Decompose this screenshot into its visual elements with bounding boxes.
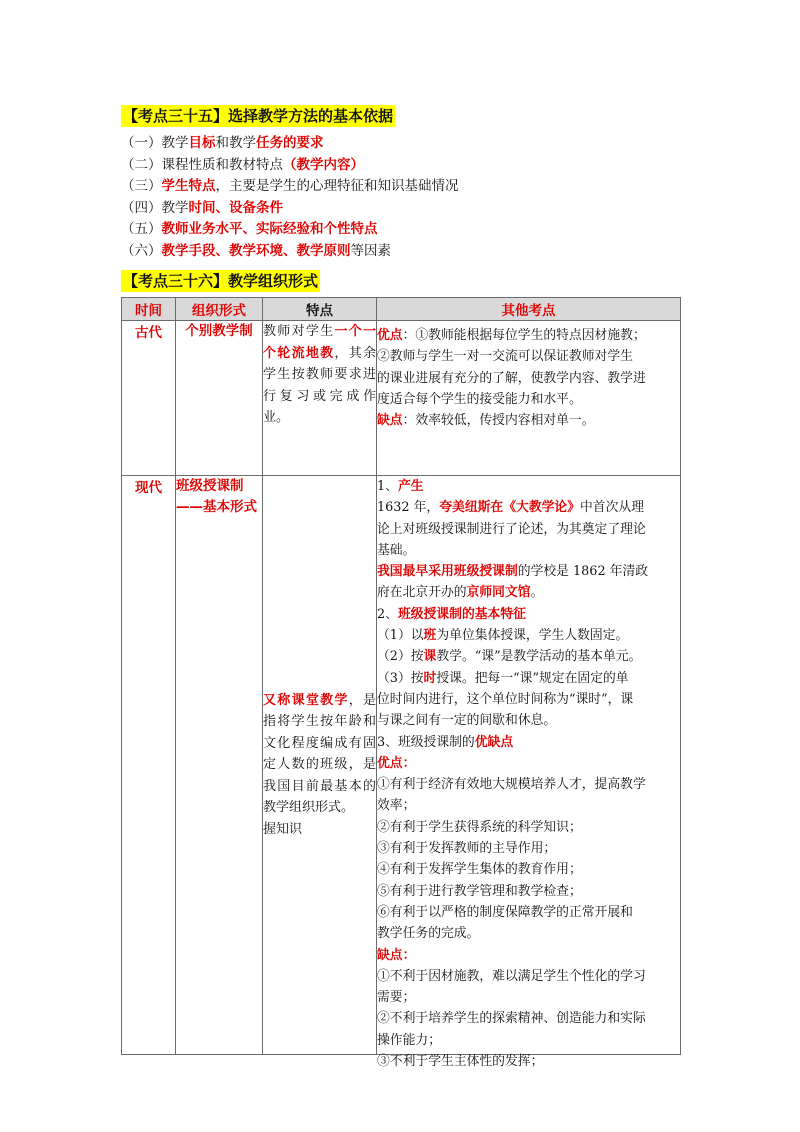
item-highlight: 教师业务水平、实际经验和个性特点 — [161, 221, 378, 237]
body-text: 1632 年， — [377, 500, 440, 516]
adv-text: ：①教师能根据每位学生的特点因材施教； — [402, 328, 646, 343]
adv-text: ②教师与学生一对一交流可以保证教师对学生 — [377, 349, 633, 365]
list-item: ①有利于经济有效地大规模培养人才，提高教学 — [377, 777, 646, 793]
item-highlight: 教学手段、教学环境、教学原则 — [161, 242, 351, 259]
sub-number: 1、 — [377, 479, 398, 494]
body-highlight: 我国最早采用班级授课制 — [377, 564, 518, 580]
form-class-teaching: 班级授课制——基本形式 — [176, 476, 263, 1055]
list-item — [121, 133, 681, 155]
body-text: （3）按 — [377, 670, 424, 686]
list-item: 效率； — [377, 798, 416, 814]
body-text: 为单位集体授课，学生人数固定。 — [436, 628, 629, 644]
feature-text: 教师对学生 — [263, 324, 335, 339]
feature-text: ，是指将学生按年龄和文化程度编成有固定人数的班级，是我国目前最基本的教学组织形式。 — [263, 692, 376, 816]
list-item: 操作能力； — [377, 1032, 441, 1048]
list-item: ③有利于发挥教师的主导作用； — [377, 841, 557, 857]
era-modern: 现代 — [122, 476, 176, 1055]
list-item: ⑥有利于以严格的制度保障教学的正常开展和 — [377, 904, 633, 920]
feature-cell — [263, 476, 377, 1055]
item-text: （二）课程性质和教材特点 — [121, 156, 283, 173]
body-text: 论上对班级授课制进行了论述，为其奠定了理论 — [377, 521, 646, 537]
feature-highlight: 一个一个轮流地教 — [263, 324, 376, 361]
sub-title: 班级授课制的基本特征 — [397, 606, 526, 622]
sub-number: 2、 — [377, 606, 398, 622]
section-35-title: 【考点三十五】选择教学方法的基本依据 — [123, 107, 394, 125]
body-text: 教学。“课”是教学活动的基本单元。 — [436, 649, 642, 665]
body-text: 与课之间有一定的间歇和休息。 — [377, 713, 557, 729]
dis-label: 缺点 — [377, 413, 403, 429]
dis-text: ：效率较低，传授内容相对单一。 — [402, 413, 595, 429]
list-item: ①不利于因材施教，难以满足学生个性化的学习 — [377, 968, 646, 984]
body-text: （2）按 — [377, 649, 424, 665]
header-features: 特点 — [263, 298, 377, 321]
other-points-cell — [377, 321, 681, 476]
body-text: 中首次从理 — [580, 500, 644, 516]
list-item: ④有利于发挥学生集体的教育作用； — [377, 862, 582, 878]
item-text: 和教学 — [215, 135, 256, 151]
table-row — [122, 476, 681, 1055]
item-highlight: 时间、设备条件 — [188, 199, 283, 216]
header-time: 时间 — [122, 298, 176, 321]
item-text: 等因素 — [350, 242, 391, 259]
table-header-row — [122, 298, 681, 321]
adv-text: 的课业进展有充分的了解，使教学内容、教学进 — [377, 370, 646, 386]
body-highlight: 夸美纽斯在《大教学论》 — [439, 500, 580, 516]
item-highlight: 任务的要求 — [256, 135, 324, 151]
header-other-points: 其他考点 — [377, 298, 681, 321]
list-item — [121, 241, 681, 263]
feature-highlight: 又称课堂教学 — [263, 692, 349, 708]
feature-cell — [263, 321, 377, 476]
other-points-content — [377, 476, 680, 1070]
list-item: ③不利于学生主体性的发挥； — [377, 1054, 544, 1070]
item-text: （三） — [121, 178, 162, 194]
sub-title: 产生 — [397, 479, 424, 494]
item-highlight: 目标 — [188, 135, 216, 151]
body-text: 基础。 — [377, 542, 416, 558]
teaching-method-basis-list — [121, 133, 681, 262]
list-item — [121, 198, 681, 220]
body-text: 3、班级授课制的 — [377, 734, 475, 750]
list-item: ⑤有利于进行教学管理和教学检查； — [377, 883, 582, 899]
list-item: 教学任务的完成。 — [377, 926, 480, 942]
teaching-organization-table — [121, 297, 681, 1070]
body-highlight: 班 — [423, 628, 437, 644]
form-individual: 个别教学制 — [176, 321, 263, 476]
item-highlight: 学生特点 — [161, 178, 216, 194]
era-ancient: 古代 — [122, 321, 176, 476]
item-text: ，主要是学生的心理特征和知识基础情况 — [215, 178, 459, 194]
list-item — [121, 155, 681, 177]
adv-text: 度适合每个学生的接受能力和水平。 — [377, 391, 582, 407]
item-text: （一）教学 — [121, 135, 189, 151]
body-text: 府在北京开办的 — [377, 585, 467, 601]
dis-label: 缺点： — [377, 947, 416, 963]
header-form: 组织形式 — [176, 298, 263, 321]
body-text: 。 — [530, 585, 544, 601]
list-item: 需要； — [377, 990, 416, 1006]
body-highlight: 京师同文馆 — [466, 585, 531, 601]
body-text: 位时间内进行，这个单位时间称为“课时”，课 — [377, 691, 634, 707]
item-highlight: （教学内容） — [283, 156, 364, 173]
body-text: 的学校是 1862 年清政 — [517, 564, 649, 580]
item-text: （五） — [121, 221, 162, 237]
table-row — [122, 321, 681, 476]
body-text: 授课。把每一“课”规定在固定的单 — [436, 670, 629, 686]
body-highlight: 时 — [423, 670, 437, 686]
other-points-cell — [377, 476, 681, 1070]
adv-label: 优点 — [377, 328, 403, 343]
adv-label: 优点： — [377, 755, 416, 771]
section-36-title: 【考点三十六】教学组织形式 — [123, 272, 319, 290]
list-item: ②有利于学生获得系统的科学知识； — [377, 819, 582, 835]
list-item: ②不利于培养学生的探索精神、创造能力和实际 — [377, 1011, 646, 1027]
list-item — [121, 176, 681, 198]
body-text: （1）以 — [377, 628, 424, 644]
item-text: （四）教学 — [121, 199, 189, 216]
list-item — [121, 219, 681, 241]
feature-text: 握知识 — [263, 821, 303, 837]
body-highlight: 课 — [423, 649, 437, 665]
body-highlight: 优缺点 — [474, 734, 514, 750]
feature-text: ，其余学生按教师要求进行复习或完成作业。 — [263, 345, 376, 425]
item-text: （六） — [121, 242, 162, 259]
